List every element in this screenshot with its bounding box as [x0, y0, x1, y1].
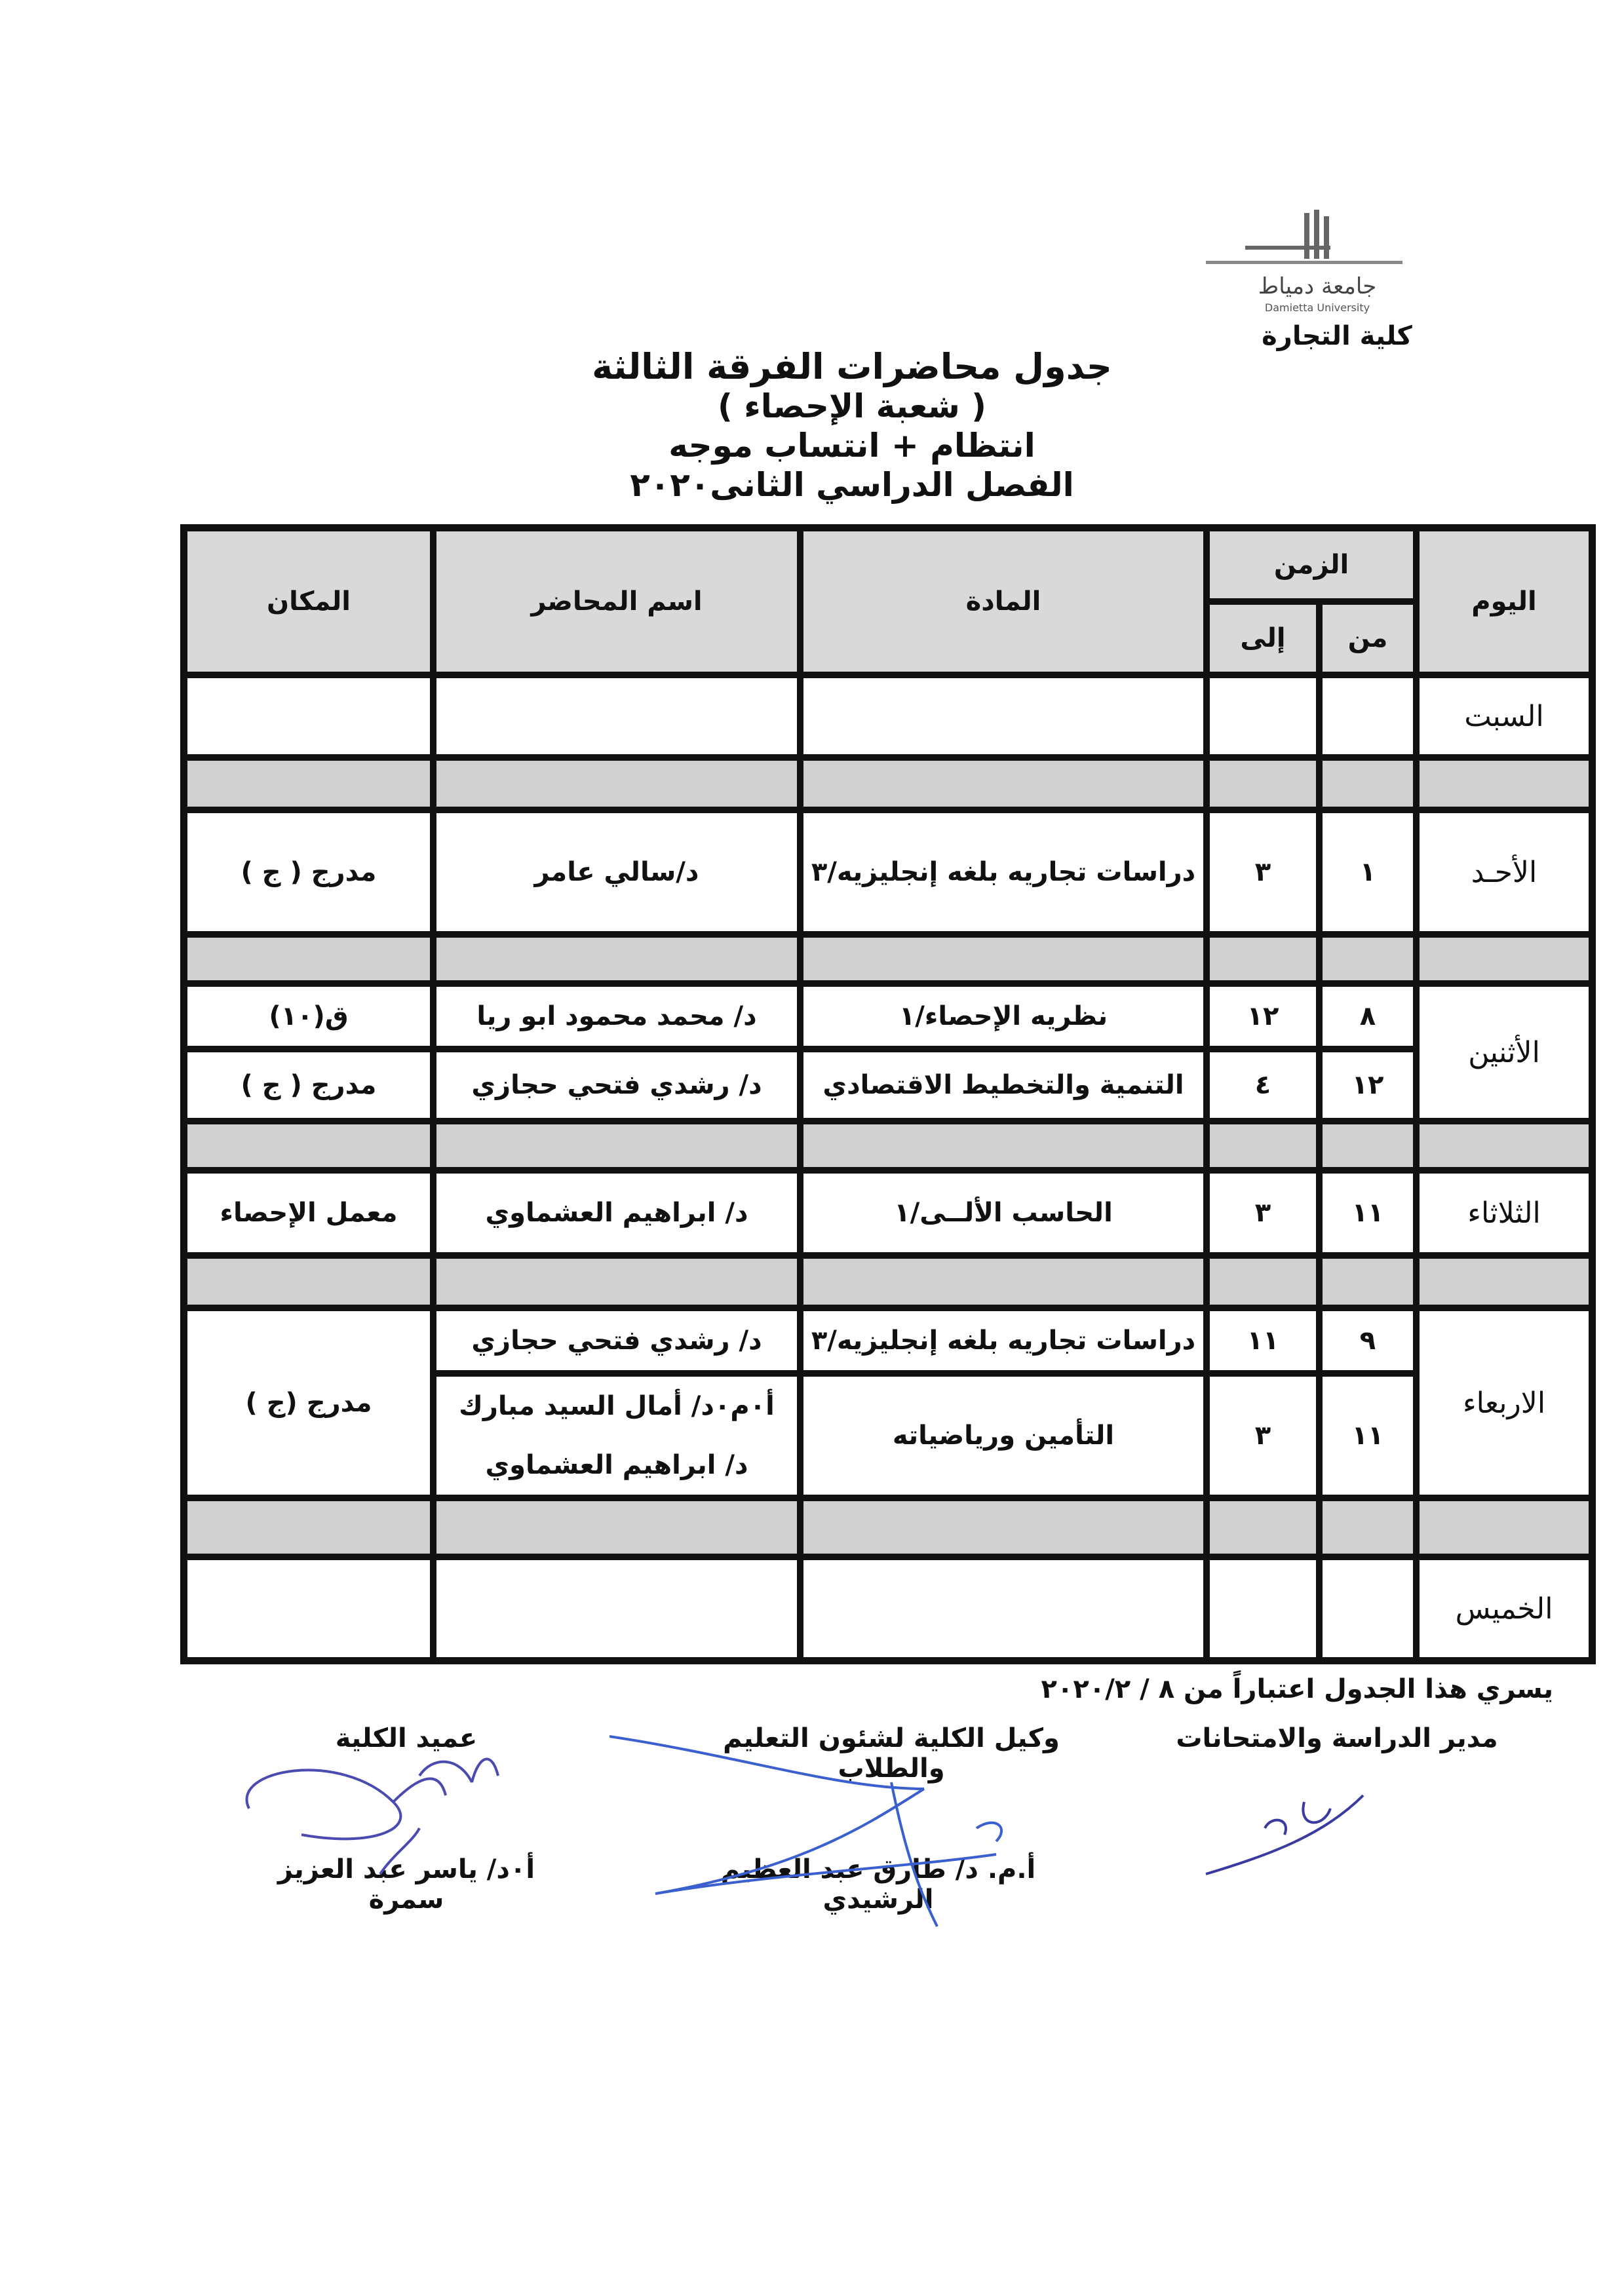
- day-sunday: الأحـد: [1416, 810, 1592, 934]
- sig-studies-manager-title: مدير الدراسة والامتحانات: [1176, 1723, 1498, 1753]
- thu-subject: [800, 1557, 1207, 1660]
- separator-row: [1319, 757, 1416, 810]
- separator-row: [1416, 934, 1592, 984]
- signature-scribble-icon: [1193, 1756, 1389, 1887]
- wed2-lecturer-2: د/ ابراهيم العشماوي: [485, 1450, 748, 1480]
- faculty-name: كلية التجارة: [1262, 321, 1412, 351]
- page-title: [459, 347, 1245, 505]
- title-line-2: ( شعبة الإحصاء ): [717, 387, 987, 425]
- mon1-to: ١٢: [1207, 984, 1319, 1049]
- day-wednesday: الاربعاء: [1416, 1308, 1592, 1498]
- separator-row: [1207, 1121, 1319, 1170]
- header-subject: المادة: [800, 528, 1207, 675]
- sig-vice-dean-name: أ.م. د/ طارق عبد العظيم الرشيدي: [720, 1854, 1036, 1915]
- separator-row: [433, 1498, 800, 1557]
- mon2-place: مدرج ( ج ): [184, 1049, 433, 1121]
- thu-from: [1319, 1557, 1416, 1660]
- separator-row: [184, 757, 433, 810]
- header-from: من: [1319, 602, 1416, 675]
- day-saturday: السبت: [1416, 675, 1592, 757]
- sat-to: [1207, 675, 1319, 757]
- title-line-1: جدول محاضرات الفرقة الثالثة: [592, 346, 1112, 387]
- day-monday: الأثنين: [1416, 984, 1592, 1121]
- separator-row: [1319, 1121, 1416, 1170]
- sun-to: ٣: [1207, 810, 1319, 934]
- wed1-subject: دراسات تجاريه بلغه إنجليزيه/٣: [800, 1308, 1207, 1373]
- separator-row: [184, 1255, 433, 1308]
- mon2-to: ٤: [1207, 1049, 1319, 1121]
- sun-subject: دراسات تجاريه بلغه إنجليزيه/٣: [800, 810, 1207, 934]
- separator-row: [1416, 1255, 1592, 1308]
- svg-text:جامعة دمياط: جامعة دمياط: [1258, 273, 1377, 299]
- schedule-table: [180, 524, 1596, 1664]
- separator-row: [433, 1121, 800, 1170]
- header-time: الزمن: [1207, 528, 1416, 602]
- separator-row: [800, 757, 1207, 810]
- separator-row: [800, 1255, 1207, 1308]
- wed-place: مدرج (ج ): [184, 1308, 433, 1498]
- separator-row: [1207, 934, 1319, 984]
- sig-dean-title: عميد الكلية: [335, 1723, 478, 1753]
- svg-text:Damietta University: Damietta University: [1264, 301, 1370, 314]
- mon1-place: ق(١٠): [184, 984, 433, 1049]
- mon1-subject: نظريه الإحصاء/١: [800, 984, 1207, 1049]
- separator-row: [184, 934, 433, 984]
- thu-lecturer: [433, 1557, 800, 1660]
- separator-row: [1416, 757, 1592, 810]
- wed2-lecturers: [433, 1373, 800, 1498]
- tue-subject: الحاسب الألــى/١: [800, 1170, 1207, 1255]
- sig-dean-name: أ٠د/ ياسر عبد العزيز سمرة: [277, 1854, 535, 1915]
- separator-row: [1416, 1121, 1592, 1170]
- tue-place: معمل الإحصاء: [184, 1170, 433, 1255]
- header-day: اليوم: [1416, 528, 1592, 675]
- separator-row: [433, 1255, 800, 1308]
- separator-row: [184, 1498, 433, 1557]
- separator-row: [1319, 1255, 1416, 1308]
- mon2-subject: التنمية والتخطيط الاقتصادي: [800, 1049, 1207, 1121]
- separator-row: [1416, 1498, 1592, 1557]
- sig-vice-dean-title: وكيل الكلية لشئون التعليم والطلاب: [723, 1723, 1060, 1784]
- separator-row: [433, 757, 800, 810]
- wed2-lecturer-1: أ٠م٠د/ أمال السيد مبارك: [459, 1391, 775, 1421]
- sat-subject: [800, 675, 1207, 757]
- separator-row: [184, 1121, 433, 1170]
- mon1-from: ٨: [1319, 984, 1416, 1049]
- validity-note: يسري هذا الجدول اعتباراً من ٨ / ٢٠٢٠/٢: [1041, 1674, 1553, 1704]
- mon2-from: ١٢: [1319, 1049, 1416, 1121]
- header-lecturer: اسم المحاضر: [433, 528, 800, 675]
- sat-from: [1319, 675, 1416, 757]
- tue-lecturer: د/ ابراهيم العشماوي: [433, 1170, 800, 1255]
- separator-row: [1207, 1255, 1319, 1308]
- logo-mark-icon: [1193, 210, 1442, 315]
- wed1-from: ٩: [1319, 1308, 1416, 1373]
- separator-row: [1207, 757, 1319, 810]
- sat-lecturer: [433, 675, 800, 757]
- sun-lecturer: د/سالي عامر: [433, 810, 800, 934]
- thu-place: [184, 1557, 433, 1660]
- separator-row: [800, 1498, 1207, 1557]
- wed1-to: ١١: [1207, 1308, 1319, 1373]
- thu-to: [1207, 1557, 1319, 1660]
- header-place: المكان: [184, 528, 433, 675]
- title-line-3: انتظام + انتساب موجه: [668, 427, 1035, 465]
- signature-scribble-icon: [223, 1730, 511, 1881]
- wed2-from: ١١: [1319, 1373, 1416, 1498]
- header-to: إلى: [1207, 602, 1319, 675]
- mon2-lecturer: د/ رشدي فتحي حجازي: [433, 1049, 800, 1121]
- university-logo: [1193, 210, 1442, 315]
- separator-row: [800, 934, 1207, 984]
- mon1-lecturer: د/ محمد محمود ابو ريا: [433, 984, 800, 1049]
- separator-row: [1319, 1498, 1416, 1557]
- tue-to: ٣: [1207, 1170, 1319, 1255]
- sun-from: ١: [1319, 810, 1416, 934]
- tue-from: ١١: [1319, 1170, 1416, 1255]
- separator-row: [433, 934, 800, 984]
- separator-row: [1319, 934, 1416, 984]
- wed2-subject: التأمين ورياضياته: [800, 1373, 1207, 1498]
- wed1-lecturer: د/ رشدي فتحي حجازي: [433, 1308, 800, 1373]
- separator-row: [800, 1121, 1207, 1170]
- title-line-4: الفصل الدراسي الثانى٢٠٢٠: [630, 466, 1074, 504]
- sat-place: [184, 675, 433, 757]
- separator-row: [1207, 1498, 1319, 1557]
- sun-place: مدرج ( ج ): [184, 810, 433, 934]
- signature-scribble-icon: [609, 1717, 1029, 1933]
- day-tuesday: الثلاثاء: [1416, 1170, 1592, 1255]
- wed2-to: ٣: [1207, 1373, 1319, 1498]
- day-thursday: الخميس: [1416, 1557, 1592, 1660]
